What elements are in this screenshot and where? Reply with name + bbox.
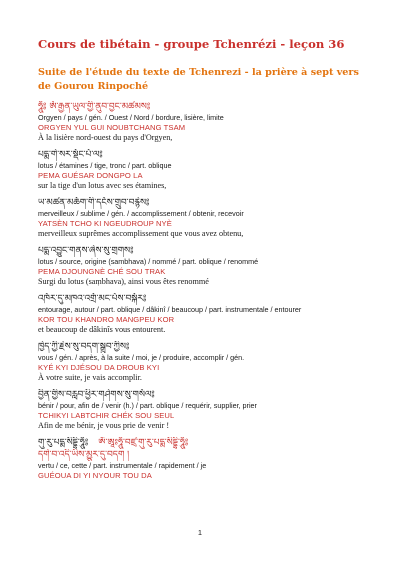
word-gloss: entourage, autour / part. oblique / dâkinî / beaucoup / part. instrumentale / entourer — [38, 305, 302, 314]
vajra-guru-mantra: ཨོཾ་ཨཱཿཧཱུྃ་བཛྲ་གུ་རུ་པདྨ་སིདྡྷི་ཧཱུྃ༔ — [98, 438, 189, 448]
french-translation: À la lisière nord-ouest du pays d'Orgyen, — [38, 132, 173, 142]
french-translation: À votre suite, je vais accomplir. — [38, 372, 142, 382]
phonetic-line: TCHIKYI LABTCHIR CHÉK SOU SEUL — [38, 410, 175, 420]
phonetic-line: PEMA DJOUNGNÈ CHÉ SOU TRAK — [38, 266, 166, 276]
tibetan-line: པདྨ་གེ་སར་སྡོང་པོ་ལ༔ — [38, 150, 103, 160]
tibetan-line: བྱིན་གྱིས་བརླབ་ཕྱིར་གཤེགས་སུ་གསོལ༔ — [38, 390, 155, 400]
word-gloss: vertu / ce, cette / part. instrumentale / rapidement / je — [38, 461, 207, 470]
verse-entry-2 — [38, 149, 378, 191]
french-translation: et beaucoup de dâkinîs vous entourent. — [38, 324, 166, 334]
french-translation: sur la tige d'un lotus avec ses étamines, — [38, 180, 167, 190]
verse-entries — [38, 101, 378, 487]
word-gloss: merveilleux / sublime / gén. / accomplissement / obtenir, recevoir — [38, 209, 244, 218]
tibetan-line: པདྨ་འབྱུང་གནས་ཞེས་སུ་གྲགས༔ — [38, 246, 134, 256]
french-translation: Afin de me bénir, je vous prie de venir ! — [38, 420, 170, 430]
guru-mantra: གུ་རུ་པདྨ་སིདྡྷི་ཧཱུྃ༔ — [38, 438, 89, 448]
verse-entry-5 — [38, 293, 378, 335]
word-gloss: lotus / étamines / tige, tronc / part. oblique — [38, 161, 172, 170]
word-gloss: Orgyen / pays / gén. / Ouest / Nord / bordure, lisière, limite — [38, 113, 224, 122]
phonetic-line: KYÉ KYI DJÉSOU DA DROUB KYI — [38, 362, 160, 372]
tibetan-line: ཧཱུྃ༔ ཨོ་རྒྱན་ཡུལ་གྱི་ནུབ་བྱང་མཚམས༔ — [38, 102, 151, 112]
verse-entry-7 — [38, 389, 378, 431]
verse-entry-3 — [38, 197, 378, 239]
tibetan-line: དགེ་བ་འདི་ཡིས་མྱུར་དུ་བདག ། — [38, 450, 130, 460]
page-title: Cours de tibétain - groupe Tchenrézi - leçon 36 — [38, 37, 345, 51]
closing-entry — [38, 437, 378, 481]
french-translation: Surgi du lotus (saṃbhava), ainsi vous êtes renommé — [38, 276, 209, 286]
verse-entry-6 — [38, 341, 378, 383]
page-number: 1 — [197, 528, 203, 537]
phonetic-line: GUÉOUA DI YI NYOUR TOU DA — [38, 470, 152, 480]
verse-entry-1 — [38, 101, 378, 143]
word-gloss: bénir / pour, afin de / venir (h.) / part. oblique / requérir, supplier, prier — [38, 401, 257, 410]
phonetic-line: YATSÈN TCHO KI NGEUDROUP NYÈ — [38, 218, 172, 228]
phonetic-line: KOR TOU KHANDRO MANGPEU KOR — [38, 314, 175, 324]
verse-entry-4 — [38, 245, 378, 287]
french-translation: merveilleux suprêmes accomplissement que vous avez obtenu, — [38, 228, 244, 238]
tibetan-line: འཁོར་དུ་མཁའ་འགྲོ་མང་པོས་བསྐོར༔ — [38, 294, 147, 304]
tibetan-line: ཡ་མཚན་མཆོག་གི་དངོས་གྲུབ་བརྙེས༔ — [38, 198, 150, 208]
mantra-line — [38, 437, 378, 449]
tibetan-line: ཁྱེད་ཀྱི་རྗེས་སུ་བདག་སྒྲུབ་ཀྱིས༔ — [38, 342, 130, 352]
phonetic-line: PEMA GUÉSAR DONGPO LA — [38, 170, 143, 180]
word-gloss: vous / gén. / après, à la suite / moi, je / produire, accomplir / gén. — [38, 353, 245, 362]
word-gloss: lotus / source, origine (sambhava) / nommé / part. oblique / renommé — [38, 257, 259, 266]
phonetic-line: ORGYEN YUL GUI NOUBTCHANG TSAM — [38, 122, 186, 132]
page-subtitle: Suite de l'étude du texte de Tchenrezi - la prière à sept vers de Gourou Rinpoché — [38, 67, 359, 92]
